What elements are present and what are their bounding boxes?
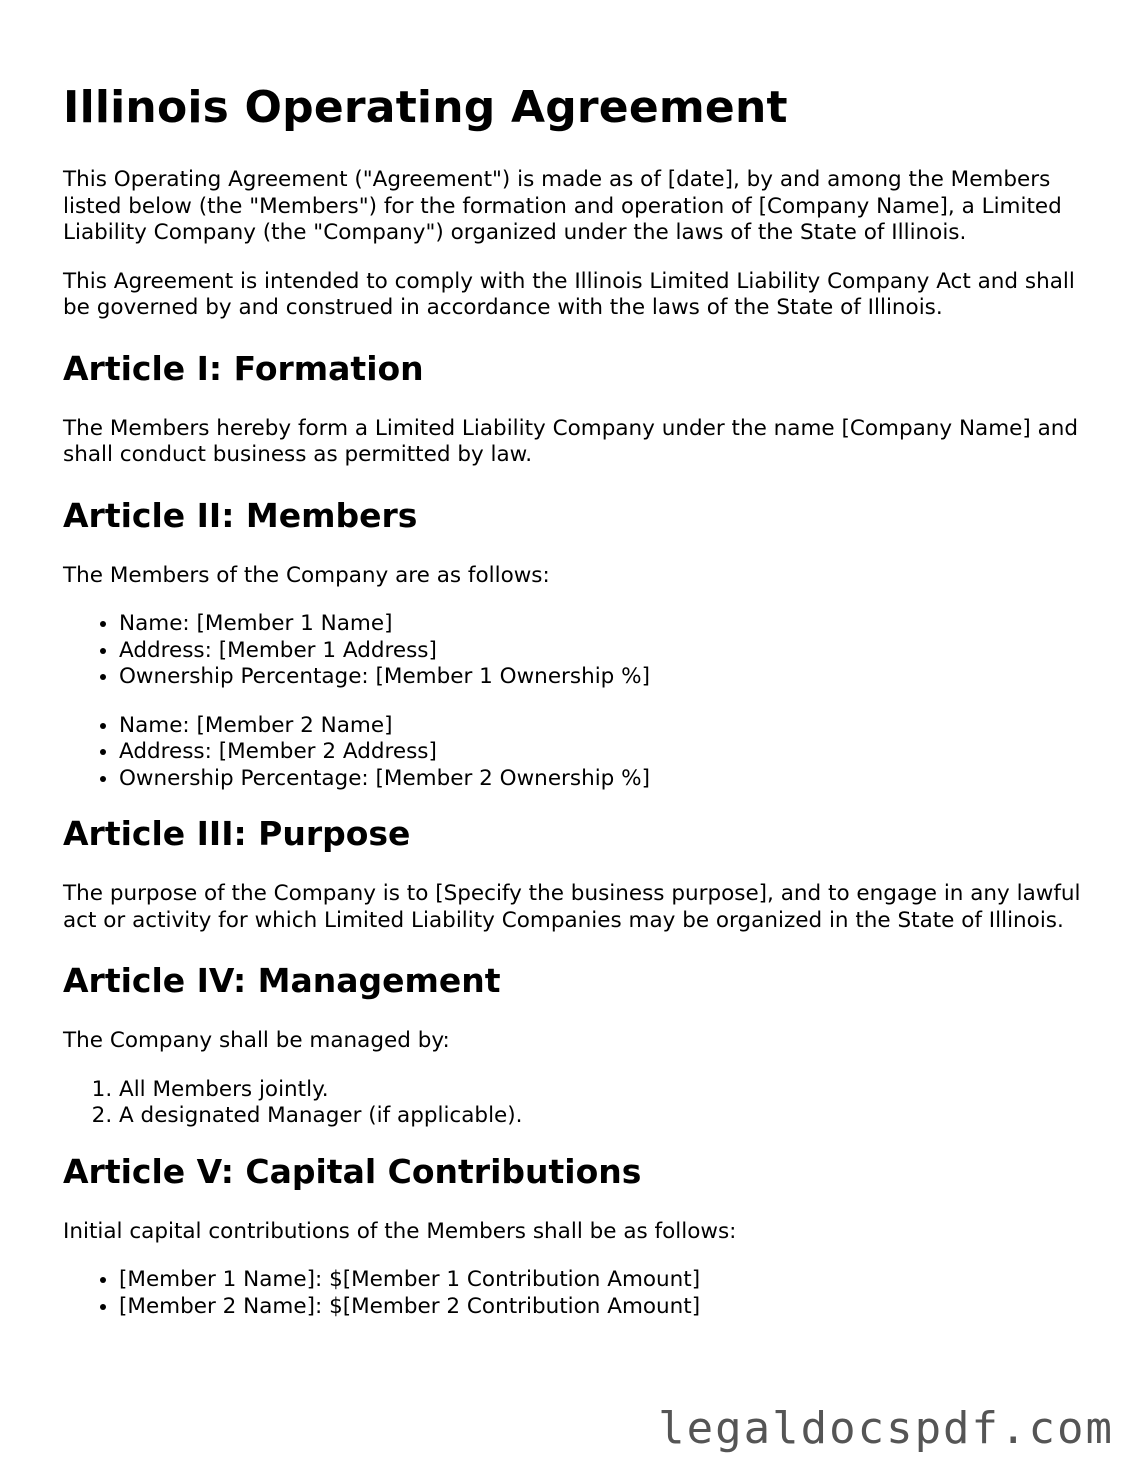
list-item: • Name: [Member 2 Name]: [119, 713, 1083, 740]
article-2-text: The Members of the Company are as follows:: [63, 562, 550, 588]
article-1-text: The Members hereby form a Limited Liability Company under the name [Company Name] and shall conduct business as permitted by law.: [63, 415, 1079, 467]
article-1-heading: Article I: Formation: [63, 348, 424, 388]
list-item: • Name: [Member 1 Name]: [119, 611, 1083, 638]
list-item: • Address: [Member 1 Address]: [119, 638, 1083, 665]
list-item: • Address: [Member 2 Address]: [119, 739, 1083, 766]
article-5-heading: Article V: Capital Contributions: [63, 1151, 642, 1191]
article-3-text: The purpose of the Company is to [Specify the business purpose], and to engage in any lawful act or activity for which Limited Liability Companies may be organized in the State of Illinois.: [63, 881, 1081, 933]
article-2-heading: Article II: Members: [63, 495, 418, 535]
document-title: Illinois Operating Agreement: [63, 82, 788, 133]
management-options-list: [63, 1077, 1083, 1130]
list-item: 2. A designated Manager (if applicable).: [119, 1103, 1083, 1130]
list-item: • Ownership Percentage: [Member 2 Ownership %]: [119, 766, 1083, 793]
article-4-heading: Article IV: Management: [63, 961, 501, 1000]
article-4-text: The Company shall be managed by:: [63, 1028, 450, 1053]
intro-paragraph-2: This Agreement is intended to comply with the Illinois Limited Liability Company Act and shall be governed by and construed in accordance with the laws of the State of Illinois.: [63, 268, 1075, 320]
intro-paragraph-1: This Operating Agreement ("Agreement") is made as of [date], by and among the Members listed below (the "Members") for the formation and operation of [Company Name], a Limited Liability Company (the "Company") organized under the laws of the State of Illinois.: [63, 167, 1062, 245]
list-item: • [Member 2 Name]: $[Member 2 Contribution Amount]: [119, 1294, 1083, 1321]
list-item: • [Member 1 Name]: $[Member 1 Contribution Amount]: [119, 1267, 1083, 1294]
member-1-list: [63, 611, 1083, 691]
article-3-heading: Article III: Purpose: [63, 814, 411, 853]
list-item: • Ownership Percentage: [Member 1 Ownership %]: [119, 664, 1083, 691]
watermark-text: legaldocspdf.com: [658, 1403, 1114, 1454]
member-2-list: [63, 713, 1083, 793]
document-page: [63, 0, 1083, 1320]
article-5-text: Initial capital contributions of the Members shall be as follows:: [63, 1218, 737, 1244]
contributions-list: [63, 1267, 1083, 1320]
list-item: 1. All Members jointly.: [119, 1077, 1083, 1104]
